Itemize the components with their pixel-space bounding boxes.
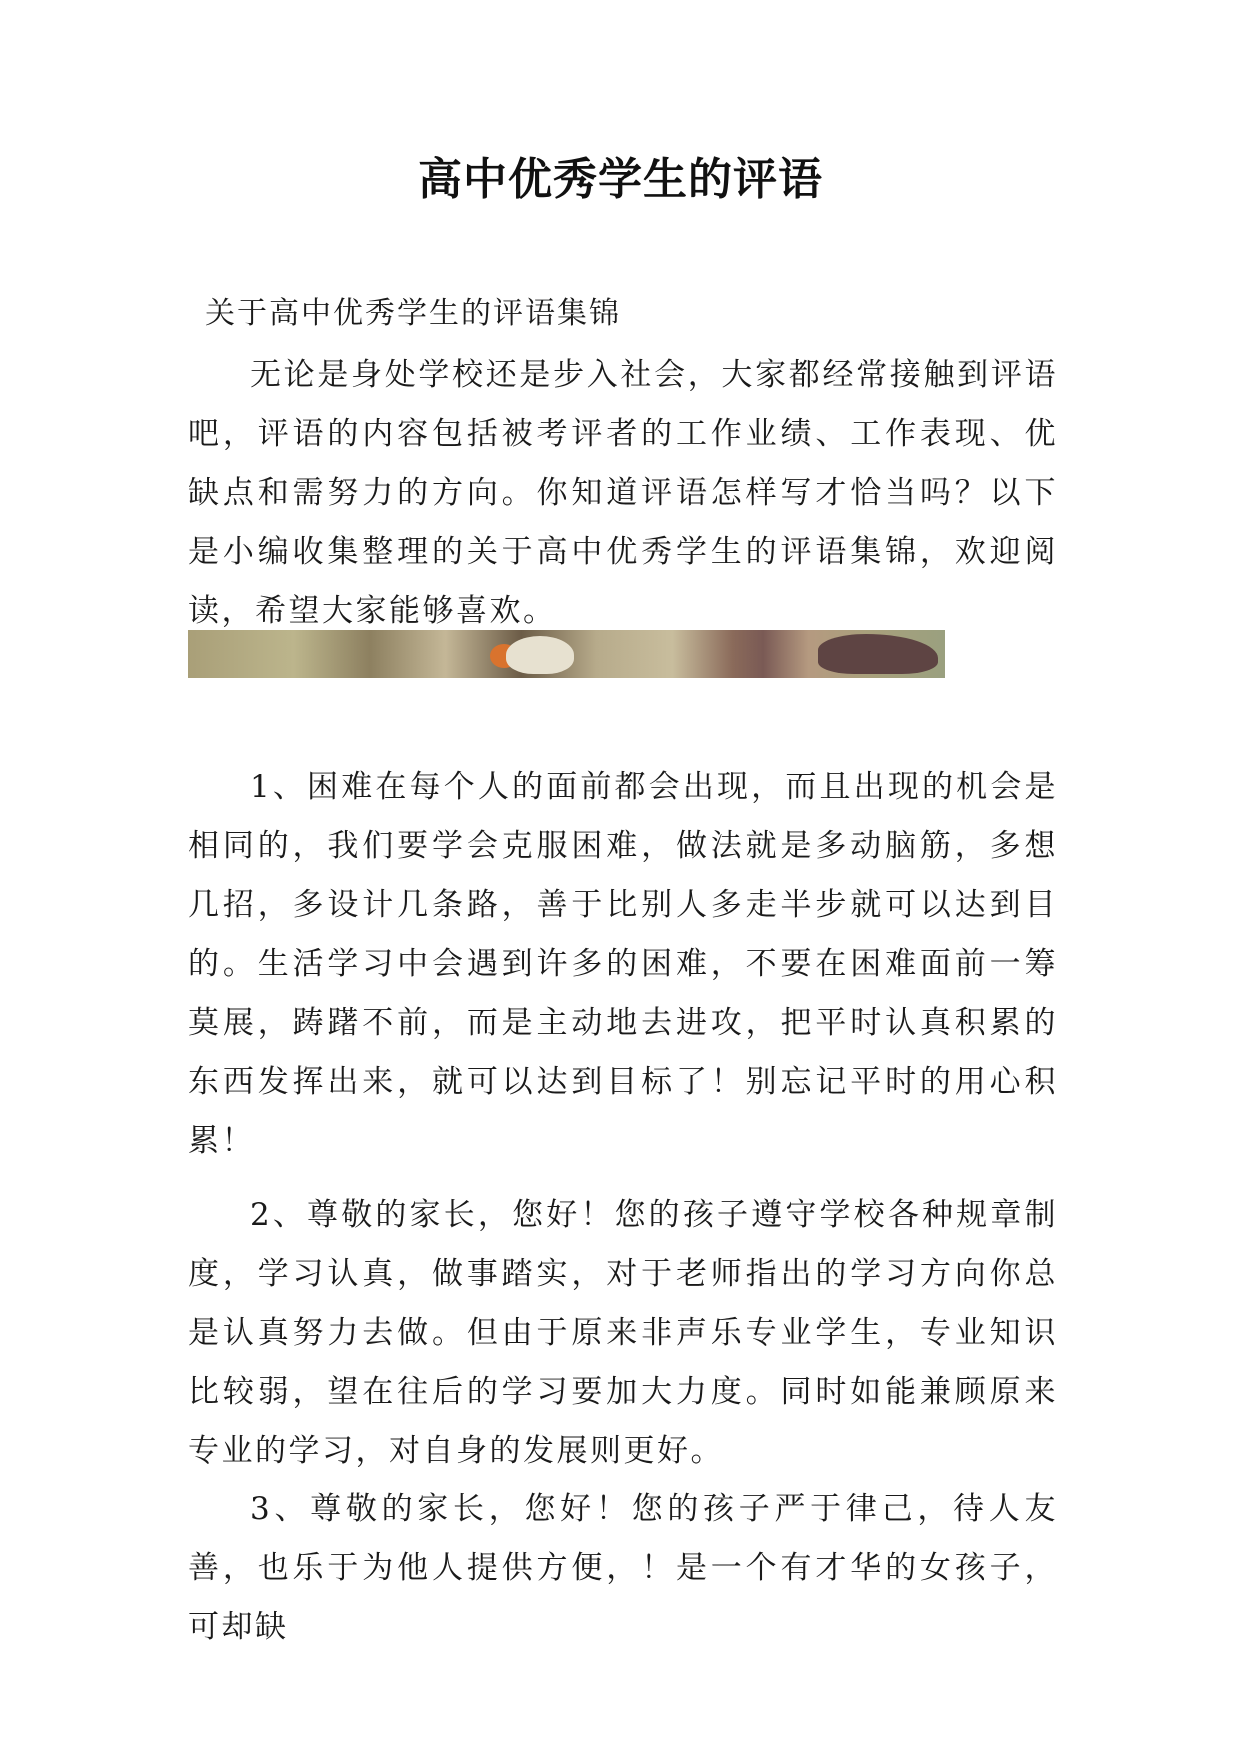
photo-detail-white <box>506 636 574 674</box>
intro-block <box>188 346 1058 641</box>
intro-paragraph: 无论是身处学校还是步入社会，大家都经常接触到评语吧，评语的内容包括被考评者的工作业绩、工作表现、优缺点和需努力的方向。你知道评语怎样写才恰当吗？以下是小编收集整理的关于高中优秀学生的评语集锦，欢迎阅读，希望大家能够喜欢。 <box>188 357 1058 629</box>
paragraph-block-3 <box>188 1480 1058 1657</box>
paragraph-1: 1、困难在每个人的面前都会出现，而且出现的机会是相同的，我们要学会克服困难，做法就是多动脑筋，多想几招，多设计几条路，善于比别人多走半步就可以达到目的。生活学习中会遇到许多的困难，不要在困难面前一筹莫展，踌躇不前，而是主动地去进攻，把平时认真积累的东西发挥出来，就可以达到目标了！别忘记平时的用心积累！ <box>188 769 1058 1159</box>
paragraph-block-1 <box>188 758 1058 1171</box>
paragraph-2: 2、尊敬的家长，您好！您的孩子遵守学校各种规章制度，学习认真，做事踏实，对于老师指出的学习方向你总是认真努力去做。但由于原来非声乐专业学生，专业知识比较弱，望在往后的学习要加大力度。同时如能兼顾原来专业的学习，对自身的发展则更好。 <box>188 1197 1058 1469</box>
cropped-photo-strip <box>188 630 945 678</box>
photo-detail-shoe <box>818 634 938 674</box>
paragraph-block-2 <box>188 1186 1058 1481</box>
document-subtitle: 关于高中优秀学生的评语集锦 <box>205 296 621 331</box>
document-title: 高中优秀学生的评语 <box>418 154 823 205</box>
paragraph-3: 3、尊敬的家长，您好！您的孩子严于律己，待人友善，也乐于为他人提供方便，！是一个有才华的女孩子，可却缺 <box>188 1491 1058 1645</box>
